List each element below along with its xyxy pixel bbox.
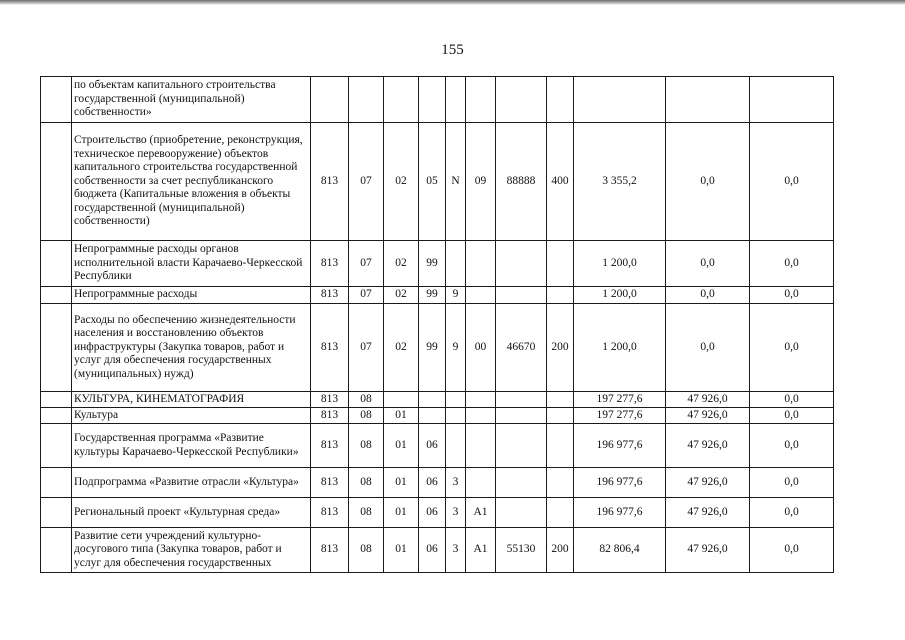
amount-year-2: 47 926,0 <box>666 498 750 528</box>
program-code <box>419 408 446 424</box>
row-margin-cell <box>41 424 72 468</box>
admin-code: 813 <box>311 392 349 408</box>
amount-year-2: 0,0 <box>666 287 750 304</box>
amount-year-2: 47 926,0 <box>666 528 750 573</box>
program-code: 06 <box>419 424 446 468</box>
section-code: 08 <box>349 424 384 468</box>
amount-year-3: 0,0 <box>750 304 834 392</box>
expense-type-code <box>547 392 574 408</box>
expense-type-code <box>547 241 574 287</box>
subsection-code <box>384 392 419 408</box>
expense-type-code: 400 <box>547 123 574 241</box>
admin-code: 813 <box>311 498 349 528</box>
admin-code: 813 <box>311 424 349 468</box>
direction-code: 55130 <box>496 528 547 573</box>
subsection-code: 01 <box>384 408 419 424</box>
admin-code <box>311 77 349 123</box>
subprogram-code: N <box>446 123 466 241</box>
subsection-code: 01 <box>384 468 419 498</box>
project-code <box>466 241 496 287</box>
table-row <box>41 241 834 287</box>
program-code: 99 <box>419 241 446 287</box>
project-code: A1 <box>466 528 496 573</box>
program-code: 99 <box>419 287 446 304</box>
amount-year-2: 0,0 <box>666 123 750 241</box>
table-row <box>41 468 834 498</box>
amount-year-1: 196 977,6 <box>574 424 666 468</box>
amount-year-1: 197 277,6 <box>574 408 666 424</box>
amount-year-3: 0,0 <box>750 498 834 528</box>
amount-year-3: 0,0 <box>750 392 834 408</box>
scan-top-edge <box>0 0 905 5</box>
amount-year-3: 0,0 <box>750 241 834 287</box>
row-margin-cell <box>41 498 72 528</box>
amount-year-2: 47 926,0 <box>666 392 750 408</box>
project-code <box>466 392 496 408</box>
section-code: 08 <box>349 468 384 498</box>
section-code: 08 <box>349 498 384 528</box>
program-code: 06 <box>419 498 446 528</box>
row-name: Непрограммные расходы <box>72 287 311 304</box>
row-name: Подпрограмма «Развитие отрасли «Культура» <box>72 468 311 498</box>
amount-year-1 <box>574 77 666 123</box>
subsection-code: 02 <box>384 241 419 287</box>
row-margin-cell <box>41 123 72 241</box>
subprogram-code <box>446 392 466 408</box>
subprogram-code: 3 <box>446 468 466 498</box>
amount-year-2: 47 926,0 <box>666 408 750 424</box>
expense-type-code <box>547 287 574 304</box>
page-number: 155 <box>441 42 464 58</box>
row-name: Государственная программа «Развитие культуры Карачаево-Черкесской Республики» <box>72 424 311 468</box>
row-name: КУЛЬТУРА, КИНЕМАТОГРАФИЯ <box>72 392 311 408</box>
amount-year-2: 0,0 <box>666 241 750 287</box>
project-code: 00 <box>466 304 496 392</box>
section-code <box>349 77 384 123</box>
direction-code <box>496 287 547 304</box>
direction-code <box>496 77 547 123</box>
subprogram-code: 3 <box>446 498 466 528</box>
amount-year-3 <box>750 77 834 123</box>
direction-code: 88888 <box>496 123 547 241</box>
expense-type-code: 200 <box>547 304 574 392</box>
admin-code: 813 <box>311 528 349 573</box>
row-name: Культура <box>72 408 311 424</box>
subprogram-code <box>446 408 466 424</box>
project-code: 09 <box>466 123 496 241</box>
row-name: Строительство (приобретение, реконструкция, техническое перевооружение) объектов капитального строительства государственной собственности за счет республиканского бюджета (Капитальные вложения в объекты государственной (муниципальной) собственности) <box>72 123 311 241</box>
row-name: Расходы по обеспечению жизнедеятельности населения и восстановлению объектов инфраструктуры (Закупка товаров, работ и услуг для обеспечения государственных (муниципальных) нужд) <box>72 304 311 392</box>
table-row <box>41 77 834 123</box>
section-code: 07 <box>349 241 384 287</box>
amount-year-3: 0,0 <box>750 468 834 498</box>
amount-year-2 <box>666 77 750 123</box>
row-name: Развитие сети учреждений культурно-досугового типа (Закупка товаров, работ и услуг для обеспечения государственных <box>72 528 311 573</box>
admin-code: 813 <box>311 408 349 424</box>
expense-type-code <box>547 424 574 468</box>
row-name: Непрограммные расходы органов исполнительной власти Карачаево-Черкесской Республики <box>72 241 311 287</box>
row-margin-cell <box>41 392 72 408</box>
subprogram-code: 9 <box>446 304 466 392</box>
amount-year-1: 196 977,6 <box>574 498 666 528</box>
table-body <box>41 77 834 573</box>
budget-table <box>40 76 834 573</box>
amount-year-2: 0,0 <box>666 304 750 392</box>
project-code <box>466 424 496 468</box>
project-code <box>466 468 496 498</box>
table-row <box>41 304 834 392</box>
program-code: 99 <box>419 304 446 392</box>
row-name: по объектам капитального строительства государственной (муниципальной) собственности» <box>72 77 311 123</box>
amount-year-3: 0,0 <box>750 528 834 573</box>
admin-code: 813 <box>311 241 349 287</box>
table-row <box>41 408 834 424</box>
row-margin-cell <box>41 241 72 287</box>
program-code: 06 <box>419 468 446 498</box>
amount-year-2: 47 926,0 <box>666 468 750 498</box>
program-code: 05 <box>419 123 446 241</box>
amount-year-1: 3 355,2 <box>574 123 666 241</box>
expense-type-code <box>547 468 574 498</box>
table-row <box>41 498 834 528</box>
section-code: 08 <box>349 408 384 424</box>
direction-code <box>496 392 547 408</box>
admin-code: 813 <box>311 304 349 392</box>
subprogram-code <box>446 77 466 123</box>
program-code <box>419 392 446 408</box>
direction-code <box>496 468 547 498</box>
admin-code: 813 <box>311 287 349 304</box>
amount-year-1: 1 200,0 <box>574 304 666 392</box>
amount-year-3: 0,0 <box>750 287 834 304</box>
expense-type-code <box>547 408 574 424</box>
program-code <box>419 77 446 123</box>
row-name: Региональный проект «Культурная среда» <box>72 498 311 528</box>
row-margin-cell <box>41 408 72 424</box>
table-row <box>41 528 834 573</box>
project-code <box>466 408 496 424</box>
subprogram-code: 3 <box>446 528 466 573</box>
admin-code: 813 <box>311 123 349 241</box>
table-row <box>41 424 834 468</box>
direction-code <box>496 424 547 468</box>
subsection-code: 02 <box>384 287 419 304</box>
admin-code: 813 <box>311 468 349 498</box>
subsection-code: 02 <box>384 304 419 392</box>
subsection-code: 02 <box>384 123 419 241</box>
table-row <box>41 123 834 241</box>
section-code: 07 <box>349 304 384 392</box>
amount-year-2: 47 926,0 <box>666 424 750 468</box>
row-margin-cell <box>41 304 72 392</box>
direction-code: 46670 <box>496 304 547 392</box>
amount-year-1: 82 806,4 <box>574 528 666 573</box>
table-row <box>41 392 834 408</box>
direction-code <box>496 241 547 287</box>
subsection-code: 01 <box>384 498 419 528</box>
row-margin-cell <box>41 287 72 304</box>
amount-year-1: 197 277,6 <box>574 392 666 408</box>
project-code: A1 <box>466 498 496 528</box>
subsection-code: 01 <box>384 424 419 468</box>
program-code: 06 <box>419 528 446 573</box>
amount-year-1: 1 200,0 <box>574 287 666 304</box>
expense-type-code <box>547 498 574 528</box>
expense-type-code: 200 <box>547 528 574 573</box>
table-row <box>41 287 834 304</box>
amount-year-3: 0,0 <box>750 123 834 241</box>
section-code: 08 <box>349 528 384 573</box>
subsection-code: 01 <box>384 528 419 573</box>
row-margin-cell <box>41 77 72 123</box>
direction-code <box>496 408 547 424</box>
amount-year-1: 1 200,0 <box>574 241 666 287</box>
subprogram-code: 9 <box>446 287 466 304</box>
section-code: 07 <box>349 123 384 241</box>
section-code: 07 <box>349 287 384 304</box>
row-margin-cell <box>41 468 72 498</box>
section-code: 08 <box>349 392 384 408</box>
project-code <box>466 77 496 123</box>
expense-type-code <box>547 77 574 123</box>
amount-year-3: 0,0 <box>750 408 834 424</box>
direction-code <box>496 498 547 528</box>
project-code <box>466 287 496 304</box>
amount-year-3: 0,0 <box>750 424 834 468</box>
amount-year-1: 196 977,6 <box>574 468 666 498</box>
subprogram-code <box>446 241 466 287</box>
subsection-code <box>384 77 419 123</box>
subprogram-code <box>446 424 466 468</box>
row-margin-cell <box>41 528 72 573</box>
